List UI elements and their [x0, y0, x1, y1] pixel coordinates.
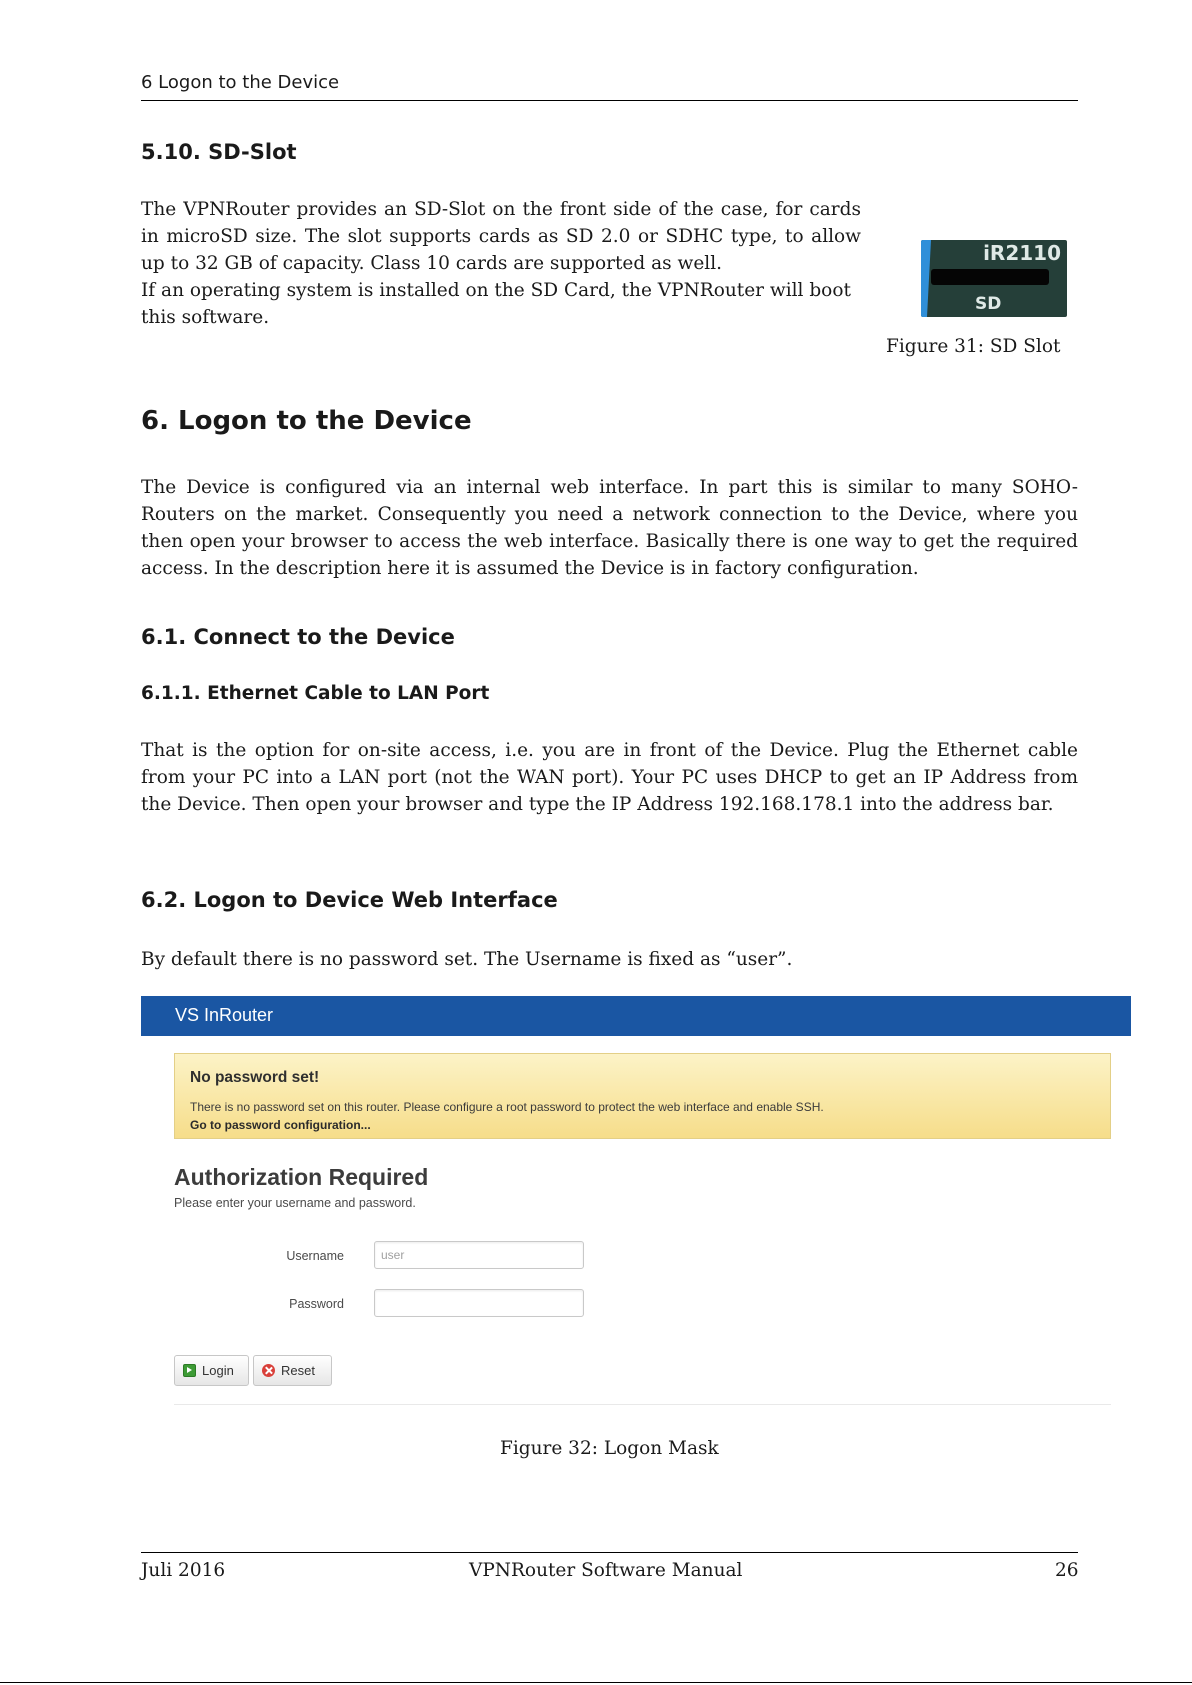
sd-photo-model-text: iR2110: [983, 241, 1061, 265]
username-input[interactable]: [374, 1241, 584, 1269]
reset-x-icon: [262, 1364, 275, 1377]
footer-page-number: 26: [1055, 1560, 1079, 1581]
section-heading-web-interface: 6.2. Logon to Device Web Interface: [141, 888, 558, 912]
login-button[interactable]: [174, 1355, 249, 1386]
ui-divider: [174, 1404, 1111, 1405]
default-password-note: By default there is no password set. The Username is fixed as “user”.: [141, 949, 793, 970]
sd-slot-photo: [921, 240, 1067, 317]
sd-slot-paragraph-2: If an operating system is installed on the SD Card, the VPNRouter will boot this software.: [141, 280, 851, 328]
auth-subtitle: Please enter your username and password.: [174, 1196, 416, 1210]
username-label: Username: [286, 1249, 344, 1263]
alert-title: No password set!: [190, 1069, 320, 1086]
reset-button-label: Reset: [281, 1363, 315, 1378]
chapter-heading-logon: 6. Logon to the Device: [141, 406, 472, 436]
ethernet-paragraph: That is the option for on-site access, i.e. you are in front of the Device. Plug the Ethernet cable from your PC into a LAN port (not the WAN port). Your PC uses DHCP to get an IP Address from the Device. Then open your browser and type the IP Address 192.168.178.1 into the address bar.: [141, 740, 1078, 815]
sd-slot-paragraph: The VPNRouter provides an SD-Slot on the front side of the case, for cards in microSD size. The slot supports cards as SD 2.0 or SDHC type, to allow up to 32 GB of capacity. Class 10 cards are supported as well.: [141, 199, 861, 274]
figure-caption-32: Figure 32: Logon Mask: [500, 1438, 719, 1459]
no-password-alert: [174, 1053, 1111, 1139]
sd-slot-illustration: [921, 240, 1067, 317]
header-rule: [141, 100, 1078, 101]
footer-rule: [141, 1552, 1078, 1553]
sd-photo-sd-label: SD: [975, 294, 1002, 314]
ui-brand-title[interactable]: VS InRouter: [175, 1005, 274, 1025]
password-input[interactable]: [374, 1289, 584, 1317]
section-heading-sd-slot: 5.10. SD-Slot: [141, 140, 297, 164]
section-heading-connect: 6.1. Connect to the Device: [141, 625, 455, 649]
page-bottom-edge: [0, 1682, 1192, 1683]
ui-top-bar: [141, 996, 1131, 1036]
login-arrow-icon: [183, 1364, 196, 1377]
chapter-intro-paragraph: The Device is configured via an internal web interface. In part this is similar to many SOHO-Routers on the market. Consequently you need a network connection to the Device, where you then open your browser to access the web interface. Basically there is one way to get the required access. In the description here it is assumed the Device is in factory configuration.: [141, 477, 1078, 579]
alert-message: There is no password set on this router. Please configure a root password to protect the web interface and enable SSH.: [190, 1100, 824, 1114]
logon-mask-screenshot: [141, 996, 1131, 1406]
auth-title: Authorization Required: [174, 1164, 429, 1190]
sd-slot-body: [141, 196, 861, 331]
password-config-link[interactable]: Go to password configuration...: [190, 1118, 371, 1132]
subsection-heading-ethernet: 6.1.1. Ethernet Cable to LAN Port: [141, 683, 490, 704]
reset-button[interactable]: [253, 1355, 332, 1386]
figure-caption-31: Figure 31: SD Slot: [886, 336, 1061, 357]
login-button-label: Login: [202, 1363, 234, 1378]
footer-date: Juli 2016: [141, 1560, 226, 1581]
running-header: 6 Logon to the Device: [141, 72, 340, 93]
password-label: Password: [289, 1297, 344, 1311]
sd-card-slot-opening: [931, 269, 1049, 285]
footer-title: VPNRouter Software Manual: [469, 1560, 743, 1581]
